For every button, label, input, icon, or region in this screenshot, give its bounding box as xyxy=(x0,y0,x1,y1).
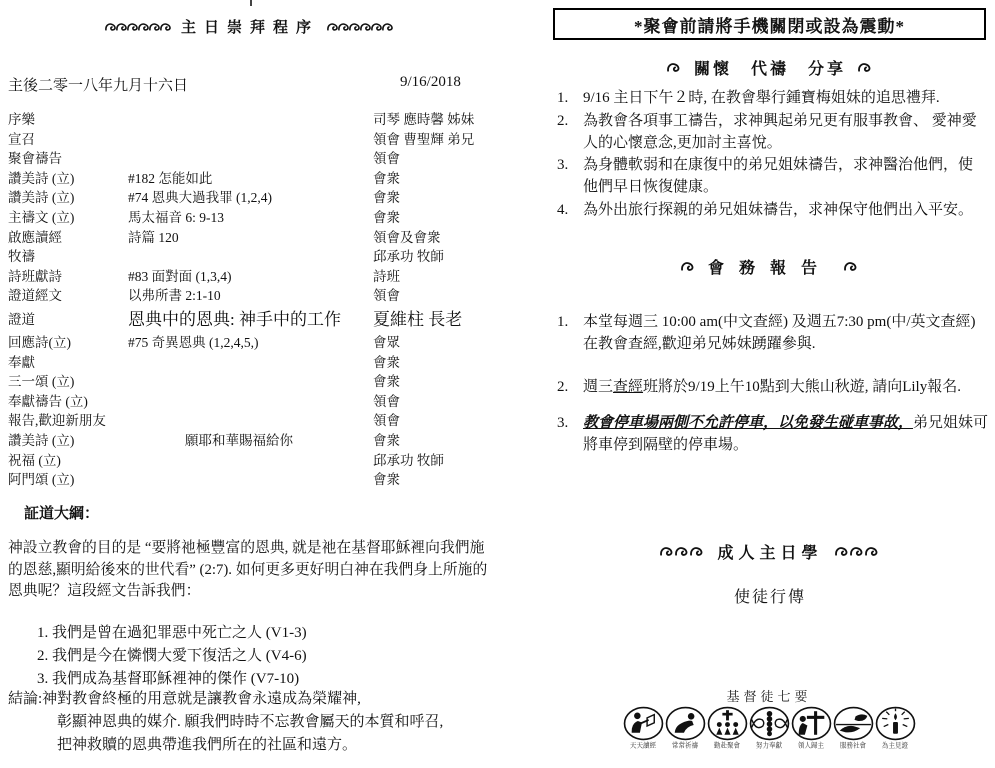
program-row: 啟應讀經 詩篇 120 領會及會衆 xyxy=(8,229,441,245)
program-row: 宣召 領會 曹聖輝 弟兄 xyxy=(8,131,475,147)
program-row: 讚美詩 (立) 願耶和華賜福給你 會衆 xyxy=(8,432,400,448)
announcements-column xyxy=(553,0,987,768)
program-row: 聚會禱告 領會 xyxy=(8,151,400,167)
prayer-icon xyxy=(665,706,706,741)
program-row: 奉獻 會衆 xyxy=(8,354,400,370)
program-title-row xyxy=(0,16,500,37)
serve-society-icon xyxy=(833,706,874,741)
program-row: 讚美詩 (立) #182 怎能如此 會衆 xyxy=(8,170,400,186)
icon-caption: 勤赴聚會 xyxy=(713,741,741,750)
seven-essentials-logo xyxy=(621,686,917,752)
program-row: 牧禱 邱承功 牧師 xyxy=(8,249,444,265)
gathering-icon xyxy=(707,706,748,741)
announcement-item: 1. 本堂每週三 10:00 am(中文查經) 及週五7:30 pm(中/英文查經)在教會查經,歡迎弟兄姊妹踴躍參與. xyxy=(557,314,976,352)
conclusion-label: 結論: xyxy=(8,691,43,707)
order-of-worship-list xyxy=(8,110,498,490)
witness-icon xyxy=(875,706,916,741)
swirl-ornament-chain-icon xyxy=(835,546,880,557)
program-row-sermon: 證道 恩典中的恩典: 神手中的工作 夏維柱 長老 xyxy=(8,309,463,329)
icon-caption: 服務社會 xyxy=(839,741,867,750)
phone-notice-box xyxy=(553,8,986,40)
offering-icon xyxy=(749,706,790,741)
sunday-school-topic: 使徒行傳 xyxy=(733,589,806,606)
program-row: 奉獻禱告 (立) 領會 xyxy=(8,393,400,409)
icon-caption: 為主見證 xyxy=(881,741,909,750)
date-row xyxy=(8,74,492,94)
parking-warning-text: 教會停車場兩側不允許停車，以免發生碰車事故， xyxy=(583,415,914,432)
program-row: 序樂 司琴 應時馨 姊妹 xyxy=(8,112,475,127)
program-row: 詩班獻詩 #83 面對面 (1,3,4) 詩班 xyxy=(8,268,400,284)
swirl-ornament-chain-right-icon xyxy=(328,22,394,32)
outline-point: 3. 我們成為基督耶穌裡神的傑作 (V7-10) xyxy=(37,670,300,687)
swirl-ornament-chain-left-icon xyxy=(106,22,172,32)
care-prayer-share-heading: 關懷 代禱 分享 xyxy=(553,56,987,79)
underlined-text: 查經 xyxy=(613,378,644,395)
conclusion-line: 結論:神對教會終極的用意就是讓教會永遠成為榮耀神, xyxy=(8,691,361,707)
sermon-conclusion xyxy=(8,688,497,757)
swirl-ornament-icon xyxy=(844,261,859,272)
prayer-item: 3. 為身體軟弱和在康復中的弟兄姐妹禱告，求神醫治他們，使他們早日恢復健康。 xyxy=(557,157,974,196)
page-title: 主日崇拜程序 xyxy=(180,20,319,36)
date-numeric: 9/16/2018 xyxy=(400,74,461,90)
announcement-item: 2. 週三查經班將於9/19上午10點到大熊山秋遊, 請向Lily報名. xyxy=(557,378,961,395)
adult-sunday-school-heading: 成人主日學 xyxy=(553,540,987,563)
read-bible-icon xyxy=(623,706,664,741)
conclusion-line: 彰顯神恩典的媒介. 願我們時時不忘教會屬天的本質和呼召, xyxy=(57,714,444,730)
prayer-items-list xyxy=(557,88,987,223)
outline-point: 1. 我們是曾在過犯罪惡中死亡之人 (V1-3) xyxy=(37,625,307,641)
program-row: 讚美詩 (立) #74 恩典大過我罪 (1,2,4) 會衆 xyxy=(8,190,400,206)
program-row: 證道經文 以弗所書 2:1-10 領會 xyxy=(8,288,400,304)
sermon-outline-heading: 証道大綱： xyxy=(24,506,100,522)
program-row: 阿門頌 (立) 會衆 xyxy=(8,472,400,488)
prayer-item: 2. 為教會各項事工禱告，求神興起弟兄更有服事教會、 愛神愛人的心懷意念,更加討主喜悅。 xyxy=(557,112,977,151)
program-row: 三一頌 (立) 會衆 xyxy=(8,374,400,390)
lead-to-christ-icon xyxy=(791,706,832,741)
swirl-ornament-icon xyxy=(858,62,873,73)
program-row: 祝福 (立) 邱承功 牧師 xyxy=(8,452,444,468)
prayer-item: 1. 9/16 主日下午２時, 在教會舉行鍾寶梅姐妹的追思禮拜. xyxy=(557,90,940,106)
icon-caption: 努力奉獻 xyxy=(755,741,783,750)
phone-notice-text: *聚會前請將手機關閉或設為震動* xyxy=(634,16,905,36)
program-row: 主禱文 (立) 馬太福音 6: 9-13 會衆 xyxy=(8,209,400,225)
announcement-items-list xyxy=(557,312,989,458)
icon-caption: 天天讀經 xyxy=(629,741,657,750)
announcement-item-parking: 3. 教會停車場兩側不允許停車，以免發生碰車事故，弟兄姐妹可將車停到隔壁的停車場。 xyxy=(557,415,989,454)
seven-essentials-captions xyxy=(621,741,917,752)
conclusion-line: 把神救贖的恩典帶進我們所在的社區和遠方。 xyxy=(57,737,358,753)
church-affairs-heading: 會務報告 xyxy=(553,255,987,278)
sermon-outline-points xyxy=(37,622,307,690)
date-chinese: 主後二零一八年九月十六日 xyxy=(8,78,189,94)
outline-point: 2. 我們是今在憐憫大愛下復活之人 (V4-6) xyxy=(37,647,307,664)
sermon-outline-intro: 神設立教會的目的是 “要將祂極豐富的恩典, 就是祂在基督耶穌裡向我們施的恩慈,顯明給後來的世代看” (2:7). 如何更多更好明白神在我們身上所施的恩典呢？這段經文告訴我們： xyxy=(8,540,488,599)
prayer-item: 4. 為外出旅行探親的弟兄姐妹禱告，求神保守他們出入平安。 xyxy=(557,201,974,218)
swirl-ornament-icon xyxy=(681,261,696,272)
icon-caption: 常常祈禱 xyxy=(671,741,699,750)
swirl-ornament-icon xyxy=(667,62,682,73)
icon-caption: 領人歸主 xyxy=(797,741,825,750)
program-row: 報告,歡迎新朋友 領會 xyxy=(8,413,400,429)
swirl-ornament-chain-icon xyxy=(660,546,705,557)
seven-essentials-title: 基督徒七要 xyxy=(726,689,812,704)
program-row: 回應詩(立) #75 奇異恩典 (1,2,4,5,) 會眾 xyxy=(8,334,400,350)
seven-essentials-icons xyxy=(621,706,917,741)
